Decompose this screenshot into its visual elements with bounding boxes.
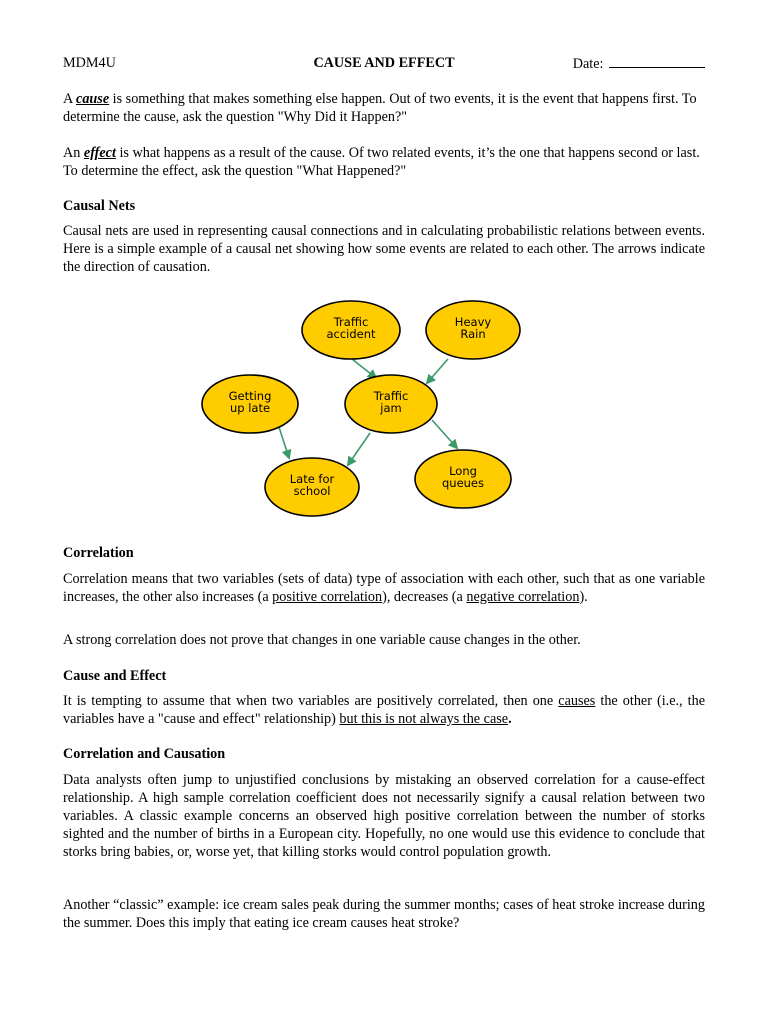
course-code: MDM4U	[63, 55, 116, 71]
page-header	[63, 54, 705, 74]
correlation-note: A strong correlation does not prove that changes in one variable cause changes in the other.	[63, 632, 581, 648]
node-traffic-jam	[345, 375, 437, 433]
node-heavy-rain-line1: Heavy	[454, 315, 492, 329]
node-traffic-jam-line2: jam	[380, 401, 402, 415]
node-long-queues	[415, 450, 511, 508]
cause-effect-text-a: It is tempting to assume that when two variables are positively correlated, then one	[63, 693, 559, 709]
negative-correlation-term: negative correlation	[466, 589, 580, 605]
arrow-accident-to-jam	[352, 359, 376, 378]
page-title: CAUSE AND EFFECT	[313, 55, 455, 71]
effect-def-pre: An	[63, 145, 84, 161]
correlation-text-a: Correlation means that two variables (sets of data) type of association with each other, such that as one variable increases, the other also increases (a	[63, 571, 705, 605]
corr-causation-text-2: Another “classic” example: ice cream sales peak during the summer months; cases of heat stroke increase during the summer. Does this imply that eating ice cream causes heat stroke?	[63, 897, 705, 931]
effect-definition	[63, 144, 705, 180]
node-long-queues-line1: Long	[449, 464, 477, 478]
effect-term: effect	[83, 145, 116, 161]
node-heavy-rain-line2: Rain	[460, 327, 486, 341]
cause-def-pre: A	[63, 91, 77, 107]
arrow-jam-to-lateschool	[348, 433, 370, 465]
node-late-for-school-line1: Late for	[289, 472, 335, 486]
causes-term: causes	[558, 693, 596, 709]
cause-term: cause	[76, 91, 110, 107]
effect-def-text: is what happens as a result of the cause. Of two related events, it’s the one that happens second or last. To determine the effect, ask the question "What Happened?"	[63, 145, 700, 179]
causal-net-diagram	[190, 295, 530, 525]
causal-nets-heading: Causal Nets	[63, 198, 136, 214]
cause-def-text: is something that makes something else happen. Out of two events, it is the event that happens first. To determine the cause, ask the question "Why Did it Happen?"	[63, 91, 697, 125]
node-long-queues-line2: queues	[441, 476, 485, 490]
node-late-for-school-line2: school	[293, 484, 331, 498]
arrow-jam-to-queues	[432, 420, 457, 448]
cause-definition	[63, 90, 705, 126]
cause-effect-heading: Cause and Effect	[63, 668, 167, 684]
cause-effect-text-b: the other (i.e., the variables have a "cause and effect" relationship)	[63, 693, 706, 727]
date-blank-line	[609, 54, 705, 68]
date-field	[573, 54, 705, 73]
node-getting-up-late-line2: up late	[229, 401, 271, 415]
correlation-text-b: ), decreases (a	[382, 589, 467, 605]
node-late-for-school	[265, 458, 359, 516]
cause-effect-end: .	[508, 711, 512, 727]
node-traffic-accident-line1: Traffic	[333, 315, 369, 329]
not-always-phrase: but this is not always the case	[339, 711, 509, 727]
causal-nets-text: Causal nets are used in representing causal connections and in calculating probabilistic relations between events. Here is a simple example of a causal net showing how some events are related to each other. The arrows indicate the direction of causation.	[63, 223, 705, 275]
node-getting-up-late-line1: Getting	[228, 389, 272, 403]
node-heavy-rain	[426, 301, 520, 359]
corr-causation-heading: Correlation and Causation	[63, 746, 226, 762]
corr-causation-text-1: Data analysts often jump to unjustified conclusions by mistaking an observed correlation for a cause-effect relationship. A high sample correlation coefficient does not necessarily signify a causal relation between two variables. A classic example concerns an observed high positive correlation between the number of storks sighted and the number of births in a European city. Hopefully, no one would use this evidence to conclude that storks bring babies, or, worse yet, that killing storks would control population growth.	[63, 772, 705, 860]
positive-correlation-term: positive correlation	[272, 589, 383, 605]
arrow-rain-to-jam	[427, 359, 448, 383]
arrow-gettingup-to-lateschool	[278, 424, 289, 458]
correlation-text-c: ).	[579, 589, 588, 605]
node-traffic-accident-line2: accident	[326, 327, 376, 341]
node-traffic-jam-line1: Traffic	[373, 389, 409, 403]
node-getting-up-late	[202, 375, 298, 433]
date-label: Date:	[572, 56, 604, 72]
cause-effect-text	[63, 692, 705, 728]
correlation-heading: Correlation	[63, 545, 134, 561]
correlation-definition	[63, 570, 705, 606]
node-traffic-accident	[302, 301, 400, 359]
